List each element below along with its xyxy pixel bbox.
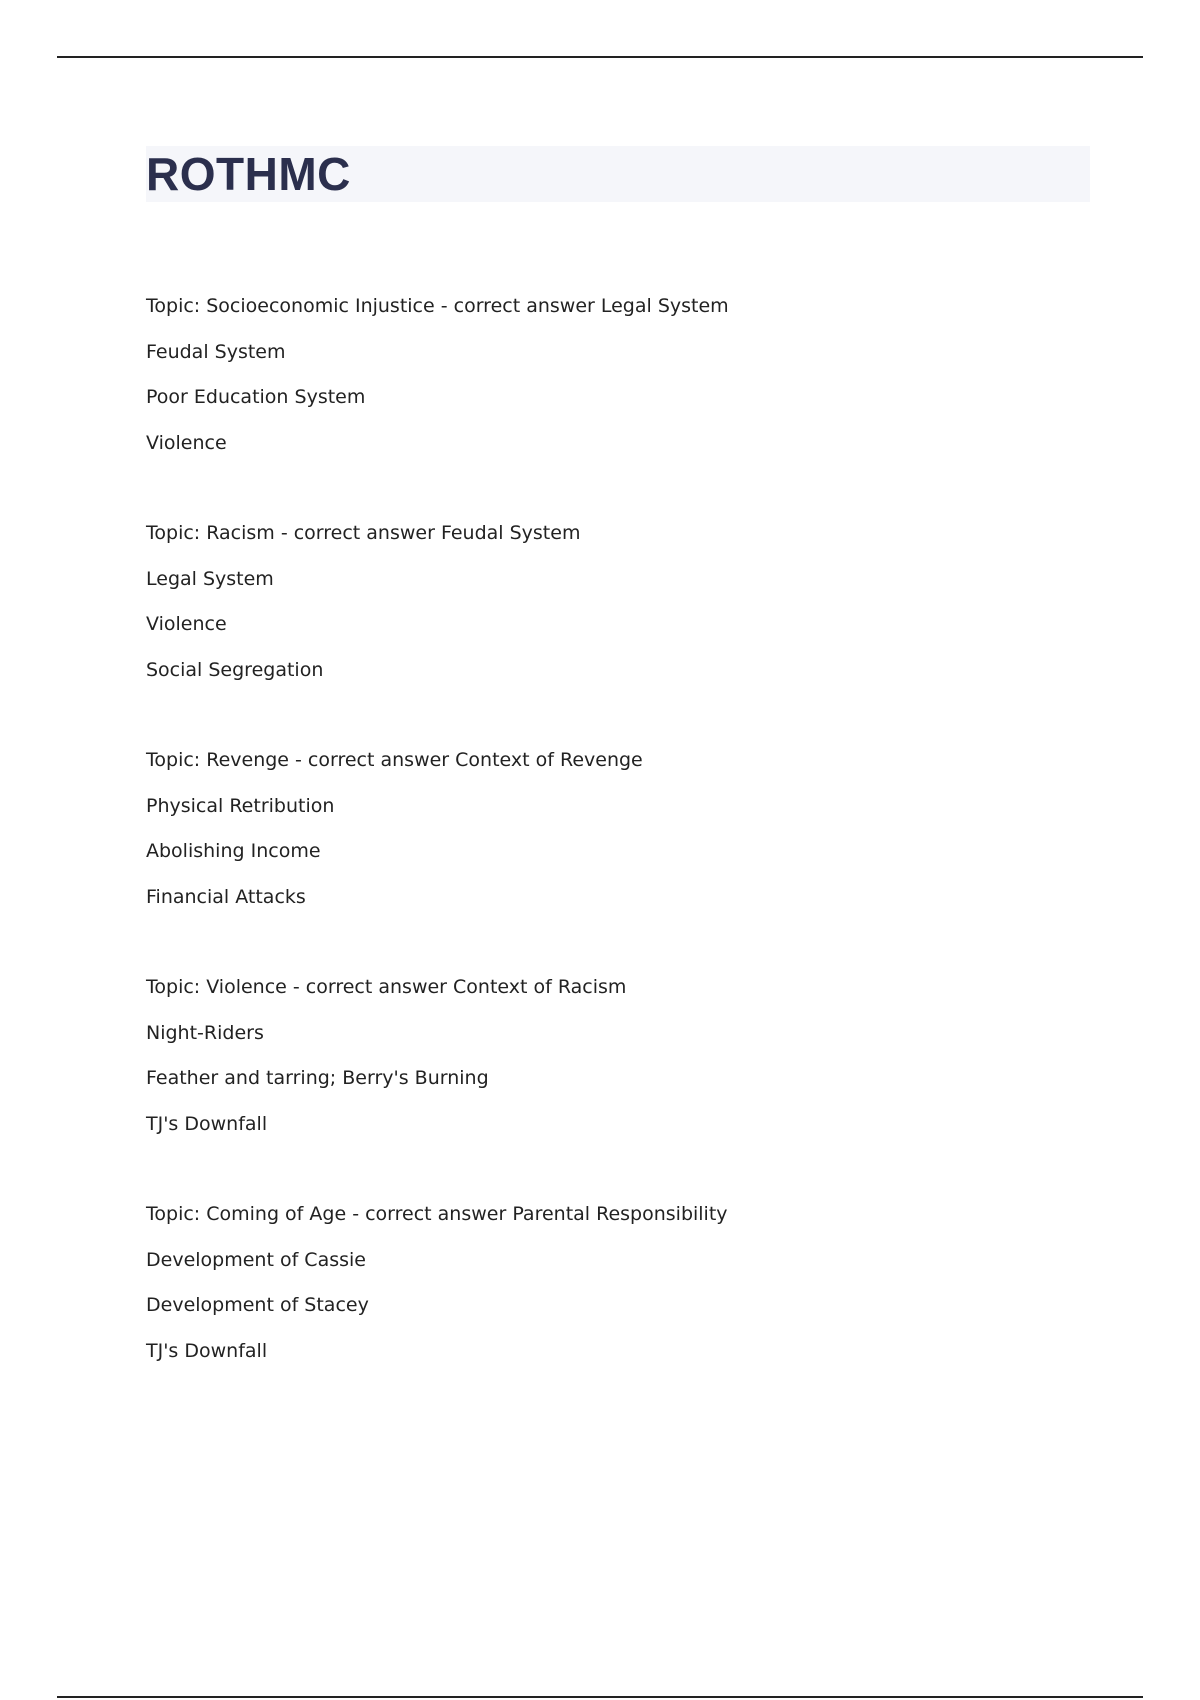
topic-item: Poor Education System (146, 386, 366, 408)
topic-question: Topic: Violence - correct answer Context of Racism (146, 976, 627, 998)
topic-list (146, 294, 1086, 1429)
topic-question: Topic: Racism - correct answer Feudal System (146, 522, 581, 544)
topic-item: TJ's Downfall (146, 1339, 268, 1362)
top-divider (57, 56, 1143, 58)
topic-item: Feudal System (146, 340, 286, 363)
topic-item: Night-Riders (146, 1021, 264, 1044)
topic-block (146, 294, 1086, 521)
topic-question: Topic: Coming of Age - correct answer Parental Responsibility (146, 1203, 728, 1225)
topic-item: Financial Attacks (146, 885, 306, 908)
topic-item: Development of Stacey (146, 1294, 369, 1316)
bottom-divider (57, 1696, 1143, 1698)
topic-item: Legal System (146, 567, 274, 590)
topic-item: TJ's Downfall (146, 1112, 268, 1135)
topic-item: Feather and tarring; Berry's Burning (146, 1067, 489, 1089)
page-title: ROTHMC (146, 148, 351, 200)
topic-item: Social Segregation (146, 658, 324, 681)
topic-question: Topic: Revenge - correct answer Context of Revenge (146, 749, 643, 771)
topic-block (146, 975, 1086, 1202)
topic-block (146, 748, 1086, 975)
title-banner (146, 146, 1090, 202)
topic-item: Violence (146, 613, 227, 635)
topic-item: Abolishing Income (146, 840, 321, 862)
topic-question: Topic: Socioeconomic Injustice - correct answer Legal System (146, 295, 729, 317)
topic-item: Violence (146, 431, 227, 454)
topic-item: Development of Cassie (146, 1248, 366, 1271)
topic-item: Physical Retribution (146, 794, 335, 817)
topic-block (146, 521, 1086, 748)
topic-block (146, 1202, 1086, 1429)
